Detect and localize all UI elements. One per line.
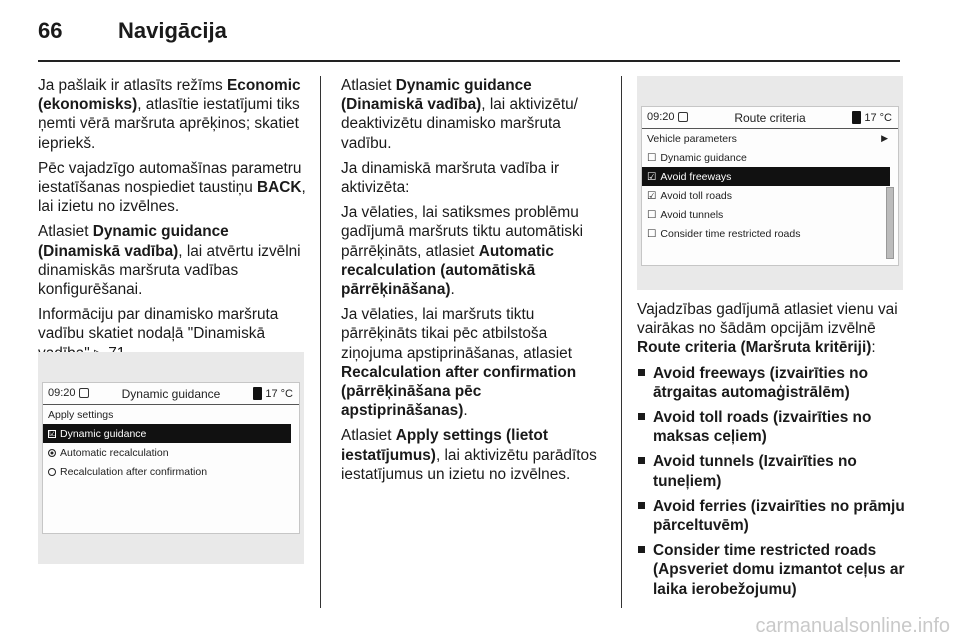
paragraph: Atlasiet Apply settings (lietot iestatījumus), lai aktivizētu parādītos iestatījumus un izietu no izvēlnes.	[341, 427, 597, 483]
term-automatic-recalculation: Automatic recalculation (automātiskā pārrēķināšana)	[341, 242, 554, 299]
thermometer-icon	[852, 111, 861, 124]
list-item: Avoid toll roads (izvairīties no maksas ceļiem)	[637, 408, 907, 446]
menu-item-avoid-tunnels[interactable]: ☐ Avoid tunnels	[647, 208, 724, 221]
display-screen	[42, 382, 300, 534]
paragraph: Ja pašlaik ir atlasīts režīms Economic (ekonomisks), atlasītie iestatījumi tiks ņemti vērā maršruta aprēķinos; skatiet iepriekš.	[38, 77, 301, 152]
paragraph: Atlasiet Dynamic guidance (Dinamiskā vadība), lai atvērtu izvēlni dinamiskās maršruta vadības konfigurēšanai.	[38, 223, 301, 299]
menu-item-consider-time-restricted-roads[interactable]: ☐ Consider time restricted roads	[647, 227, 801, 240]
radio-selected-icon	[48, 449, 56, 457]
menu-item-recalculation-after-confirmation[interactable]: Recalculation after confirmation	[43, 462, 299, 481]
checkbox-checked-icon: ☑	[49, 428, 57, 438]
checkbox-unchecked-icon: ☐	[647, 151, 657, 164]
screen-header	[642, 107, 898, 129]
submenu-arrow-icon: ▶	[881, 133, 888, 143]
checkbox-unchecked-icon: ☐	[647, 227, 657, 240]
menu-item-avoid-toll-roads[interactable]: ☑ Avoid toll roads	[647, 189, 733, 202]
screen-header	[43, 383, 299, 405]
paragraph: Ja dinamiskā maršruta vadība ir aktivizēta:	[341, 159, 560, 197]
paragraph: Ja vēlaties, lai satiksmes problēmu gadījumā maršruts tiktu automātiski pārrēķināts, atlasiet Automatic recalculation (automātiskā pārrēķināšana).	[341, 204, 584, 299]
term-dynamic-guidance: Dynamic guidance (Dinamiskā vadība)	[341, 77, 532, 114]
menu-item-vehicle-parameters[interactable]: Vehicle parameters ▶	[647, 132, 888, 145]
list-item: Avoid freeways (izvairīties no ātrgaitas automaģistrālēm)	[637, 364, 907, 402]
paragraph: Pēc vajadzīgo automašīnas parametru iestatīšanas nospiediet taustiņu BACK, lai izietu no izvēlnes.	[38, 159, 306, 216]
term-back: BACK	[257, 179, 302, 197]
menu-item-dynamic-guidance[interactable]: ☑ Dynamic guidance	[43, 424, 291, 443]
thermometer-icon	[253, 387, 262, 400]
scrollbar[interactable]	[886, 187, 894, 259]
checkbox-checked-icon: ☑	[647, 170, 657, 183]
menu-item-automatic-recalculation[interactable]: Automatic recalculation	[43, 443, 299, 462]
term-recalculation-after-confirmation: Recalculation after confirmation (pārrēķināšana pēc apstiprināšanas)	[341, 363, 577, 420]
list-item: Avoid ferries (izvairīties no prāmju pārceltuvēm)	[637, 497, 907, 535]
paragraph: Informāciju par dinamisko maršruta vadību skatiet nodaļā "Dinamiskā	[38, 305, 306, 363]
clock: 09:20	[48, 387, 76, 399]
menu-item-apply-settings[interactable]: Apply settings	[48, 408, 114, 421]
route-criteria-screen-figure	[637, 76, 903, 290]
column-1	[38, 76, 306, 369]
radio-unselected-icon	[48, 468, 56, 476]
checkbox-unchecked-icon: ☐	[647, 208, 657, 221]
page-number: 66	[38, 18, 63, 43]
watermark: carmanualsonline.info	[755, 615, 950, 637]
temperature: 17 °C	[864, 111, 892, 124]
screen-title: Route criteria	[734, 111, 806, 125]
screen-title: Dynamic guidance	[121, 387, 221, 401]
temperature: 17 °C	[265, 387, 293, 400]
term-dynamic-guidance: Dynamic guidance (Dinamiskā vadība)	[38, 223, 229, 260]
term-economic: Economic (ekonomisks)	[38, 77, 301, 114]
checkbox-checked-icon: ☑	[647, 189, 657, 202]
column-divider	[621, 76, 622, 608]
chapter-title: Navigācija	[118, 18, 227, 43]
clock: 09:20	[647, 111, 675, 123]
option-list	[637, 364, 907, 599]
list-item: Consider time restricted roads (Apsveriet domu izmantot ceļus ar laika ierobežojumu)	[637, 541, 907, 599]
list-item: Avoid tunnels (Izvairīties no tuneļiem)	[637, 452, 907, 490]
menu-item-avoid-freeways[interactable]: ☑ Avoid freeways	[642, 167, 890, 186]
header-rule	[38, 60, 900, 62]
menu-item-dynamic-guidance[interactable]: ☐ Dynamic guidance	[647, 151, 747, 164]
display-screen	[641, 106, 899, 266]
term-apply-settings: Apply settings (lietot iestatījumus)	[341, 427, 548, 464]
term-route-criteria: Route criteria (Maršruta kritēriji)	[637, 339, 872, 357]
column-2	[341, 76, 603, 490]
paragraph: Atlasiet Dynamic guidance (Dinamiskā vadība), lai aktivizētu/ deaktivizētu dinamisko maršruta vadību.	[341, 77, 578, 152]
paragraph: Vajadzības gadījumā atlasiet vienu vai vairākas no šādām opcijām izvēlnē Route criteria (Maršruta kritēriji):	[637, 301, 898, 357]
page-header	[38, 18, 227, 48]
column-3	[637, 300, 907, 605]
paragraph: Ja vēlaties, lai maršruts tiktu pārrēķināts tikai pēc atbilstoša ziņojuma apstiprināšanas, atlasiet Recalculation after confirmation (pārrēķināšana pēc apstiprināšanas).	[341, 306, 577, 420]
column-divider	[320, 76, 321, 608]
dynamic-guidance-screen-figure	[38, 352, 304, 564]
